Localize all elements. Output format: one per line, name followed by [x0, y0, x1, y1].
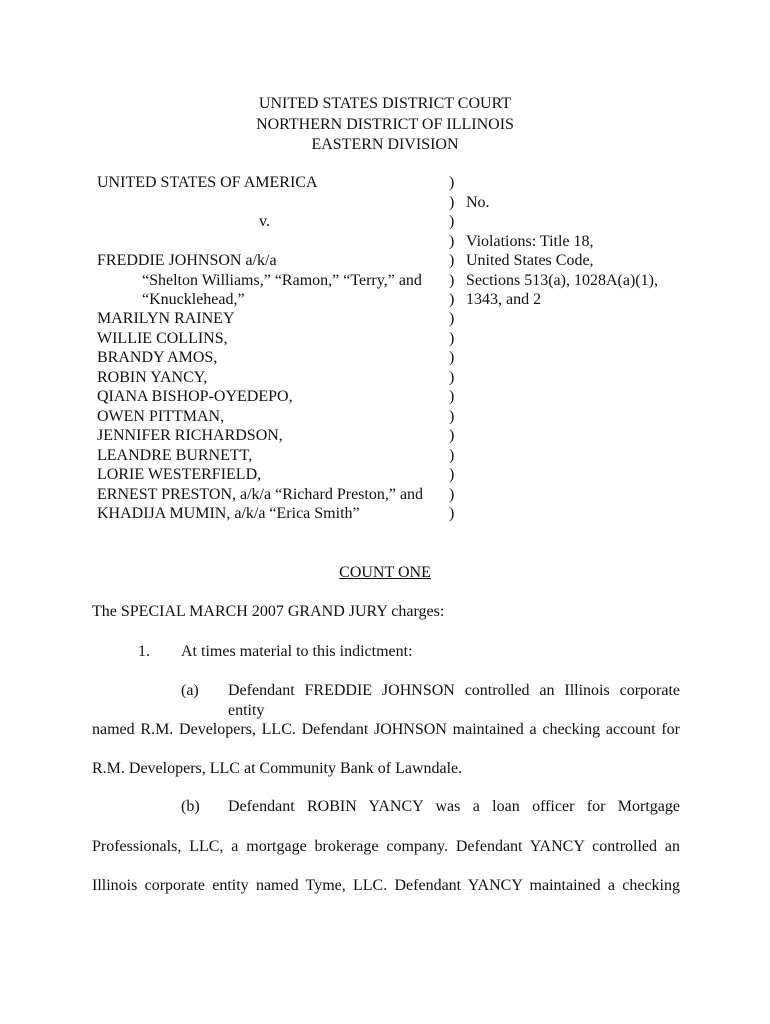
caption-paren: )	[449, 233, 455, 250]
caption-paren: )	[449, 466, 455, 483]
caption-paren: )	[449, 174, 455, 191]
caption-paren: )	[449, 194, 455, 211]
paragraph-line: Professionals, LLC, a mortgage brokerage company. Defendant YANCY controlled an	[92, 838, 680, 855]
violations-line: United States Code,	[466, 252, 594, 269]
case-number-label: No.	[466, 194, 490, 211]
paragraph-line: Defendant ROBIN YANCY was a loan officer for Mortgage	[228, 798, 680, 815]
defendant-line: WILLIE COLLINS,	[97, 330, 228, 347]
court-district: NORTHERN DISTRICT OF ILLINOIS	[256, 116, 514, 133]
paragraph-line: named R.M. Developers, LLC. Defendant JOHNSON maintained a checking account for	[92, 721, 680, 738]
count-heading: COUNT ONE	[339, 564, 431, 581]
defendant-line: FREDDIE JOHNSON a/k/a	[97, 252, 277, 269]
paragraph-line: R.M. Developers, LLC at Community Bank of Lawndale.	[92, 760, 463, 777]
caption-paren: )	[449, 427, 455, 444]
defendant-line: JENNIFER RICHARDSON,	[97, 427, 283, 444]
defendant-line: LORIE WESTERFIELD,	[97, 466, 262, 483]
court-division: EASTERN DIVISION	[311, 136, 459, 153]
defendant-line: QIANA BISHOP-OYEDEPO,	[97, 388, 293, 405]
defendant-line: OWEN PITTMAN,	[97, 408, 225, 425]
paragraph-number: 1.	[138, 643, 150, 660]
caption-paren: )	[449, 291, 455, 308]
caption-paren: )	[449, 330, 455, 347]
caption-paren: )	[449, 213, 455, 230]
defendant-line: ROBIN YANCY,	[97, 369, 208, 386]
caption-paren: )	[449, 388, 455, 405]
defendant-line: ERNEST PRESTON, a/k/a “Richard Preston,” and	[97, 486, 424, 503]
caption-paren: )	[449, 505, 455, 522]
defendant-line: LEANDRE BURNETT,	[97, 447, 253, 464]
caption-paren: )	[449, 447, 455, 464]
subparagraph-label: (a)	[181, 682, 199, 699]
caption-paren: )	[449, 486, 455, 503]
paragraph-line: Illinois corporate entity named Tyme, LLC. Defendant YANCY maintained a checking	[92, 877, 680, 894]
violations-line: 1343, and 2	[466, 291, 542, 308]
caption-paren: )	[449, 252, 455, 269]
subparagraph-label: (b)	[181, 798, 200, 815]
defendant-line: “Knucklehead,”	[142, 291, 245, 308]
paragraph-text: At times material to this indictment:	[181, 643, 413, 660]
versus: v.	[259, 213, 270, 230]
caption-paren: )	[449, 272, 455, 289]
caption-paren: )	[449, 369, 455, 386]
defendant-line: KHADIJA MUMIN, a/k/a “Erica Smith”	[97, 505, 360, 522]
defendant-line: “Shelton Williams,” “Ramon,” “Terry,” and	[142, 272, 422, 289]
caption-paren: )	[449, 349, 455, 366]
charges-intro: The SPECIAL MARCH 2007 GRAND JURY charges:	[92, 603, 445, 620]
caption-paren: )	[449, 310, 455, 327]
defendant-line: MARILYN RAINEY	[97, 310, 235, 327]
court-name: UNITED STATES DISTRICT COURT	[258, 95, 512, 112]
violations-line: Violations: Title 18,	[466, 233, 594, 250]
violations-line: Sections 513(a), 1028A(a)(1),	[466, 272, 658, 289]
caption-paren: )	[449, 408, 455, 425]
plaintiff-name: UNITED STATES OF AMERICA	[97, 174, 318, 191]
defendant-line: BRANDY AMOS,	[97, 349, 218, 366]
paragraph-line: Defendant FREDDIE JOHNSON controlled an Illinois corporate entity	[228, 682, 680, 719]
